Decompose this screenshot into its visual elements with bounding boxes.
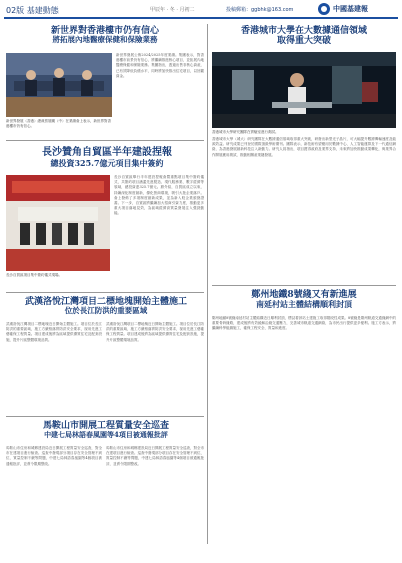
article-3-photo (6, 175, 110, 271)
section-divider-4 (212, 285, 396, 286)
article-3-body: 長沙自貿區舉行半年建設捏報會暨重點項目集中簽約儀式，共簽約項目涵蓋先進製造、現代服務業、數字經濟等領域，總投資達325.7億元。據介紹，自貿區成立以來，持續深化制度創新，優化營商環境，吸引大批企業落戶。會上發佈了多項制度創新成果，並為新入駐企業頒發證書。下一步，自貿區將繼續加大招商引資力度，推動更多重大項目落地見效，為區域經濟高質量發展注入強勁動能。 (114, 175, 204, 216)
header-rule (4, 17, 398, 19)
article-3-title-line2: 總投資325.7億元項目集中簽約 (50, 157, 164, 168)
article-4-title-line2: 位於長江防洪的重要區域 (64, 306, 148, 316)
section-divider-2 (6, 292, 204, 293)
article-6-body-col2: 馬鞍山市住房和城鄉建設局近日開展工程質量安全巡查，對全市在建項目進行檢查。巡查中發現部分項目存在安全管理不到位、質量控制不嚴等問題，中建七局林語春風園等4個項目被通報批評，並責令限期整改。 (106, 446, 204, 466)
article-6-title (8, 421, 204, 439)
article-5-body: 鄭州地鐵8號綫南延村站主體結構近日順利封頂，標誌着該站土建施工取得階段性成果。8號綫是鄭州軌道交通綫網中的重要骨幹綫路，建成後將有效緩解沿綫交通壓力，完善城市軌道交通網絡，為市民出行提供更多便利。施工方表示，將繼續科學組織施工，確保工程安全、質量和進度。 (212, 316, 396, 331)
article-2-title-line2: 取得重大突破 (276, 36, 331, 47)
article-1-caption: 新世界發展（香港）總裁蔡展鵬（中）在業績會上表示，新世界對香港樓市仍有信心。 (6, 119, 111, 128)
article-2-caption: 香港城市大學研究團隊在實驗室進行測試。 (212, 130, 279, 134)
logo-text: 中國基建報 (333, 5, 368, 13)
section-divider-1 (6, 140, 204, 141)
article-1-photo (6, 53, 112, 117)
article-5-title-line2: 南延村站主體結構順利封頂 (256, 299, 352, 310)
article-4-body: 武漢洛悅江灣項目二標地塊近日開始主體施工。項目位於長江防洪的重要區域，施工方嚴格落實防洪安全要求，採用先進工藝確保工程質量。項目建成後將為區域提供優質住宅及配套設施，提升片區整體環境品質。 (6, 322, 102, 342)
article-4-title-line1: 武漢洛悅江灣項目二標地塊開始主體施工 (24, 297, 187, 307)
article-1-title (10, 26, 200, 45)
article-4-body-col2: 武漢洛悅江灣項目二標地塊近日開始主體施工。項目位於長江防洪的重要區域，施工方嚴格落實防洪安全要求，採用先進工藝確保工程質量。項目建成後將為區域提供優質住宅及配套設施，提升片區整體環境品質。 (106, 322, 204, 342)
submission-email[interactable]: 投稿郵箱：ggbhk@163.com (226, 7, 294, 13)
article-1-body: 新世界發展公佈2024/2025年度業績。集團表示，對香港樓市前景仍有信心，將繼續推進核心項目，並拓展內地醫療保健和保險業務。集團指出，透過出售非核心資產，已有效降低負債水平，同時將加快推出住宅項目，以回籠資金。 (116, 53, 204, 78)
newspaper-logo (318, 2, 398, 16)
article-6-title-line1: 馬鞍山市開展工程質量安全巡查 (42, 421, 169, 431)
logo-icon (318, 3, 330, 15)
article-1-title-line2: 將拓展內地醫療保健和保險業務 (52, 35, 158, 45)
article-6-title-line2: 中建七局林語春風園等4項目被通報批評 (44, 430, 168, 440)
article-6-body: 馬鞍山市住房和城鄉建設局近日開展工程質量安全巡查，對全市在建項目進行檢查。巡查中發現部分項目存在安全管理不到位、質量控制不嚴等問題，中建七局林語春風園等4個項目被通報批評，並責令限期整改。 (6, 446, 102, 466)
page-header (0, 0, 402, 22)
article-2-title (212, 26, 396, 47)
article-3-caption: 長沙自貿區項目集中簽約儀式現場。 (6, 273, 62, 277)
article-5-title-line1: 鄭州地鐵8號綫又有新進展 (251, 290, 357, 300)
article-4-title (8, 297, 204, 316)
page-label: 02版 基建動態 (6, 6, 59, 15)
article-2-photo (212, 52, 396, 128)
article-3-title-line1: 長沙贊角自貿區半年建設捏報 (42, 147, 172, 158)
article-3-title (10, 147, 204, 168)
article-2-body: 香港城市大學（城大）研究團隊在大數據通信領域取得重大突破，研發出新型光子晶片，可大幅提升數據傳輸速度及能源效益。研究成果已刊登於國際頂級學術期刊。團隊表示，新技術有望應用於數據中心、人工智能運算及下一代通信網絡，為香港發展創新科技注入新動力。研究人員指出，項目獲得政府及業界支持，未來將加快推動成果轉化，與業界合作開展應用測試，推動相關產業鏈發展。 (212, 137, 396, 157)
column-divider (207, 24, 208, 544)
section-divider-3 (6, 416, 204, 417)
article-2-title-line1: 香港城市大學在大數據通信領域 (240, 26, 367, 36)
issue-date: 甲辰年 · 冬 · 月初二 (150, 7, 195, 13)
article-1-title-line1: 新世界對香港樓市仍有信心 (50, 26, 159, 36)
article-5-title (212, 290, 396, 310)
